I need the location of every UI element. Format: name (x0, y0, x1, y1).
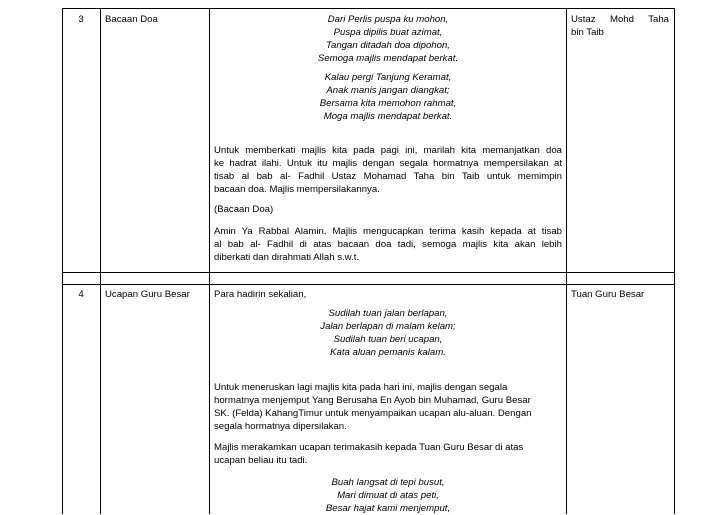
pantun-line: Buah langsat di tepi busut, (331, 477, 445, 488)
col-border-right (674, 8, 675, 514)
paragraph (214, 381, 562, 433)
pantun-line: Sudilah tuan beri ucapan, (333, 334, 443, 345)
pantun-line: Kalau pergi Tanjung Keramat, (324, 72, 452, 83)
col-border-1 (100, 8, 101, 514)
pantun-line: Kata aluan pemanis kalam. (330, 347, 446, 358)
paragraph (214, 144, 562, 196)
row-divider (62, 272, 674, 273)
col-border-2 (209, 8, 210, 514)
row-number: 3 (78, 14, 84, 25)
stage-direction: (Bacaan Doa) (214, 204, 274, 215)
pantun-line: Puspa dipilis buat azimat, (333, 27, 443, 38)
paragraph-line: ke hadrat ilahi. Untuk itu majlis dengan segala hormatnya mempersilakan at (214, 158, 562, 169)
row-section: Ucapan Guru Besar (105, 289, 190, 300)
paragraph-line: SK. (Felda) KahangTimur untuk menyampaikan ucapan alu-aluan. Dengan (214, 408, 532, 419)
paragraph-line: Majlis merakamkan ucapan terimakasih kepada Tuan Guru Besar di atas (214, 442, 524, 453)
table-top-border (62, 8, 674, 9)
pantun-verse (214, 476, 562, 515)
col-border-3 (566, 8, 567, 514)
pantun-line: Moga majlis mendapat berkat. (323, 111, 453, 122)
col-border-left (62, 8, 63, 514)
row-number: 4 (78, 289, 84, 300)
paragraph-line: segala hormatnya dipersilakan. (214, 421, 347, 432)
pantun-line: Besar hajat kami menjemput, (325, 503, 451, 514)
paragraph-line: Untuk memberkati majlis kita pada pagi ini, marilah kita memanjatkan doa (214, 145, 562, 156)
paragraph-line: al bab al- Fadhil di atas bacaan doa tadi, semoga majlis kita akan lebih (214, 239, 562, 250)
paragraph-line: Amin Ya Rabbal Alamin. Majlis mengucapkan terima kasih kepada at tisab (214, 226, 562, 237)
person-line: Ustaz Mohd Taha (571, 14, 669, 25)
pantun-line: Mari dimuat di atas peti, (337, 490, 439, 501)
paragraph-line: hormatnya menjemput Yang Berusaha En Ayob bin Muhamad, Guru Besar (214, 395, 531, 406)
person-in-charge (571, 13, 669, 39)
paragraph-line: diberkati dan dirahmati Allah s.w.t. (214, 252, 360, 263)
pantun-line: Sudilah tuan jalan berlapan, (328, 308, 448, 319)
pantun-line: Bersama kita memohon rahmat, (319, 98, 457, 109)
pantun-verse (214, 13, 562, 65)
intro-line: Para hadirin sekalian, (214, 289, 307, 300)
paragraph-line: bacaan doa. Majlis mempersilakannya. (214, 184, 380, 195)
pantun-line: Jalan berlapan di malam kelam; (320, 321, 456, 332)
pantun-line: Semoga majlis mendapat berkat. (317, 53, 459, 64)
person-line: bin Taib (571, 27, 604, 38)
paragraph-line: tisab al bab al- Fadhil Ustaz Mohamad Taha bin Taib untuk memimpin (214, 171, 562, 182)
pantun-verse (214, 71, 562, 123)
paragraph (214, 441, 562, 467)
pantun-verse (214, 307, 562, 359)
pantun-line: Tangan ditadah doa dipohon, (326, 40, 450, 51)
paragraph-line: ucapan beliau itu tadi. (214, 455, 308, 466)
row-section: Bacaan Doa (105, 14, 158, 25)
row-divider-inner (62, 284, 674, 285)
paragraph (214, 225, 562, 264)
person-in-charge: Tuan Guru Besar (571, 289, 645, 300)
pantun-line: Anak manis jangan diangkat; (326, 85, 450, 96)
paragraph-line: Untuk meneruskan lagi majlis kita pada hari ini, majlis dengan segala (214, 382, 508, 393)
pantun-line: Dari Perlis puspa ku mohon, (327, 14, 449, 25)
